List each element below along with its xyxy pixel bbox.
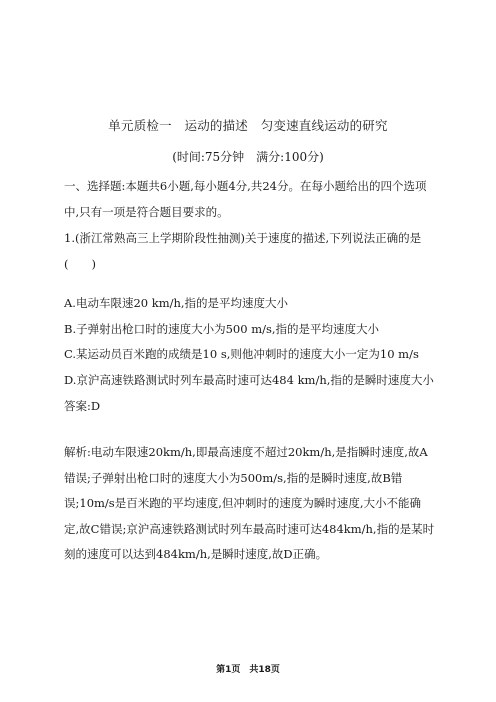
analysis-text: 解析:电动车限速20km/h,即最高速度不超过20km/h,是指瞬时速度,故A错误;子弹射出枪口时的速度大小为500m/s,指的是瞬时速度,故B错误;10m/s是百米跑的平均速度,但冲刺时的速度为瞬时速度,大小不能确定,故C错误;京沪高速铁路测试时列车最高时速可达484km/h,指的是某时刻的速度可以达到484km/h,是瞬时速度,故D正确。: [64, 445, 435, 561]
section-heading: [64, 174, 436, 225]
question-stem: 1.(浙江常熟高三上学期阶段性抽测)关于速度的描述,下列说法正确的是( ): [64, 231, 422, 271]
page-title: 单元质检一 运动的描述 匀变速直线运动的研究: [108, 118, 388, 133]
option-d: D.京沪高速铁路测试时列车最高时速可达484 km/h,指的是瞬时速度大小: [64, 373, 434, 388]
section-instructions: 一、选择题:本题共6小题,每小题4分,共24分。在每小题给出的四个选项中,只有一项是符合题目要求的。: [64, 179, 427, 219]
option-a: A.电动车限速20 km/h,指的是平均速度大小: [64, 296, 289, 310]
question-options: [64, 291, 436, 420]
analysis-block: [64, 440, 436, 568]
exam-info: (时间:75分钟 满分:100分): [172, 150, 324, 164]
answer: 答案:D: [64, 398, 101, 413]
option-b: B.子弹射出枪口时的速度大小为500 m/s,指的是平均速度大小: [64, 321, 380, 336]
page-number: 第1页 共18页: [216, 665, 280, 675]
question-1: [64, 226, 436, 277]
option-c: C.某运动员百米跑的成绩是10 s,则他冲刺时的速度大小一定为10 m/s: [64, 347, 419, 362]
